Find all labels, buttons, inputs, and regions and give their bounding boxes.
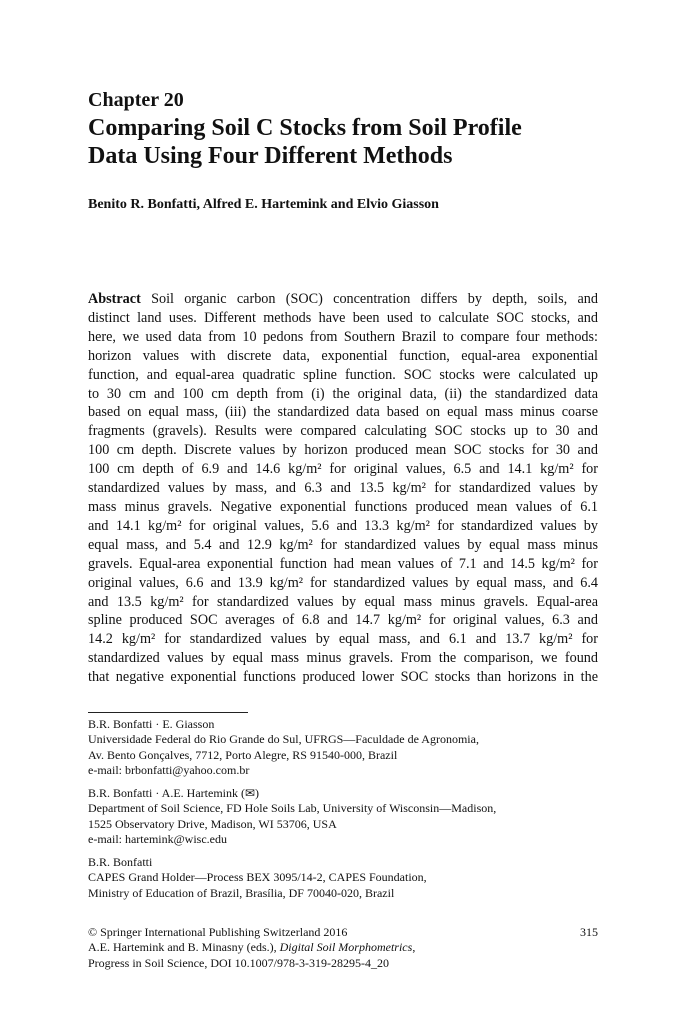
affiliation-2 — [88, 786, 598, 848]
affiliation-3 — [88, 855, 598, 901]
title-line: Data Using Four Different Methods — [88, 143, 453, 169]
abstract-text: Soil organic carbon (SOC) concentration differs by depth, soils, and — [140, 291, 598, 307]
affiliation-line: CAPES Grand Holder—Process BEX 3095/14-2, CAPES Foundation, — [88, 870, 427, 885]
copyright-block — [88, 925, 598, 971]
chapter-label: Chapter 20 — [88, 89, 184, 111]
abstract-line: gravels. Equal-area exponential function had mean values of 7.1 and 14.5 kg/m² for — [88, 555, 598, 572]
abstract-line: here, we used data from 10 pedons from Southern Brazil to compare four methods: — [88, 328, 598, 345]
affiliation-line: 1525 Observatory Drive, Madison, WI 53706, USA — [88, 816, 337, 831]
abstract-line: that negative exponential functions produced lower SOC stocks than horizons in the — [88, 669, 598, 686]
email-link[interactable]: e-mail: brbonfatti@yahoo.com.br — [88, 763, 250, 778]
abstract-line: equal mass, and 5.4 and 12.9 kg/m² for standardized values by equal mass minus — [88, 536, 598, 553]
affiliation-line: B.R. Bonfatti · E. Giasson — [88, 717, 215, 731]
abstract-line: to 30 cm and 100 cm depth from (i) the original data, (ii) the standardized data — [88, 385, 598, 402]
abstract-line — [88, 290, 598, 309]
book-citation — [88, 940, 598, 955]
abstract-line: fragments (gravels). Results were compared calculating SOC stocks up to 30 and — [88, 423, 598, 440]
affiliation-line: B.R. Bonfatti — [88, 855, 153, 869]
affiliation-line: Av. Bento Gonçalves, 7712, Porto Alegre, RS 91540-000, Brazil — [88, 747, 398, 762]
abstract-line: distinct land uses. Different methods have been used to calculate SOC stocks, and — [88, 309, 598, 326]
book-title: Digital Soil Morphometrics — [279, 940, 413, 955]
email-link[interactable]: e-mail: hartemink@wisc.edu — [88, 832, 228, 847]
affiliation-line: Universidade Federal do Rio Grande do Sul, UFRGS—Faculdade de Agronomia, — [88, 732, 479, 747]
abstract-line: function, and equal-area quadratic spline function. SOC stocks were calculated up — [88, 366, 598, 383]
title-line: Comparing Soil C Stocks from Soil Profile — [88, 115, 522, 141]
affiliation-line: Ministry of Education of Brazil, Brasília, DF 70040-020, Brazil — [88, 885, 395, 900]
abstract-line: 14.2 kg/m² for standardized values by equal mass, and 6.1 and 13.7 kg/m² for — [88, 631, 598, 648]
chapter-title — [88, 114, 608, 170]
abstract-line: based on equal mass, (iii) the standardized data based on equal mass minus coarse — [88, 404, 598, 421]
copyright-line: © Springer International Publishing Switzerland 2016 — [88, 925, 348, 939]
abstract-line: and 14.1 kg/m² for original values, 5.6 and 13.3 kg/m² for standardized values by — [88, 517, 598, 534]
abstract-line: mass minus gravels. Negative exponential functions produced mean values of 6.1 — [88, 498, 598, 515]
abstract — [88, 290, 598, 687]
abstract-line: standardized values by equal mass minus gravels. From the comparison, we found — [88, 650, 598, 667]
affiliation-line: Department of Soil Science, FD Hole Soils Lab, University of Wisconsin—Madison, — [88, 801, 497, 816]
affiliation-1 — [88, 717, 598, 779]
citation-text: A.E. Hartemink and B. Minasny (eds.), — [88, 940, 280, 955]
abstract-line: horizon values with discrete data, exponential function, equal-area exponential — [88, 347, 598, 364]
affiliation-line: B.R. Bonfatti · A.E. Hartemink (✉) — [88, 786, 260, 800]
abstract-heading: Abstract — [88, 291, 141, 307]
abstract-line: original values, 6.6 and 13.9 kg/m² for standardized values by equal mass, and 6.4 — [88, 574, 598, 591]
doi-line: Progress in Soil Science, DOI 10.1007/978-3-319-28295-4_20 — [88, 955, 389, 970]
footnote-divider — [88, 712, 248, 713]
abstract-line: 100 cm depth. Discrete values by horizon produced mean SOC stocks for 30 and — [88, 442, 598, 459]
abstract-line: standardized values by mass, and 6.3 and 13.5 kg/m² for standardized values by — [88, 480, 598, 497]
page-number: 315 — [580, 925, 598, 939]
abstract-line: spline produced SOC averages of 6.8 and 14.7 kg/m² for original values, 6.3 and — [88, 612, 598, 629]
authors: Benito R. Bonfatti, Alfred E. Hartemink and Elvio Giasson — [88, 197, 439, 212]
abstract-line: and 13.5 kg/m² for standardized values by equal mass minus gravels. Equal-area — [88, 593, 598, 610]
abstract-line: 100 cm depth of 6.9 and 14.6 kg/m² for original values, 6.5 and 14.1 kg/m² for — [88, 461, 598, 478]
citation-text: , — [412, 940, 416, 955]
